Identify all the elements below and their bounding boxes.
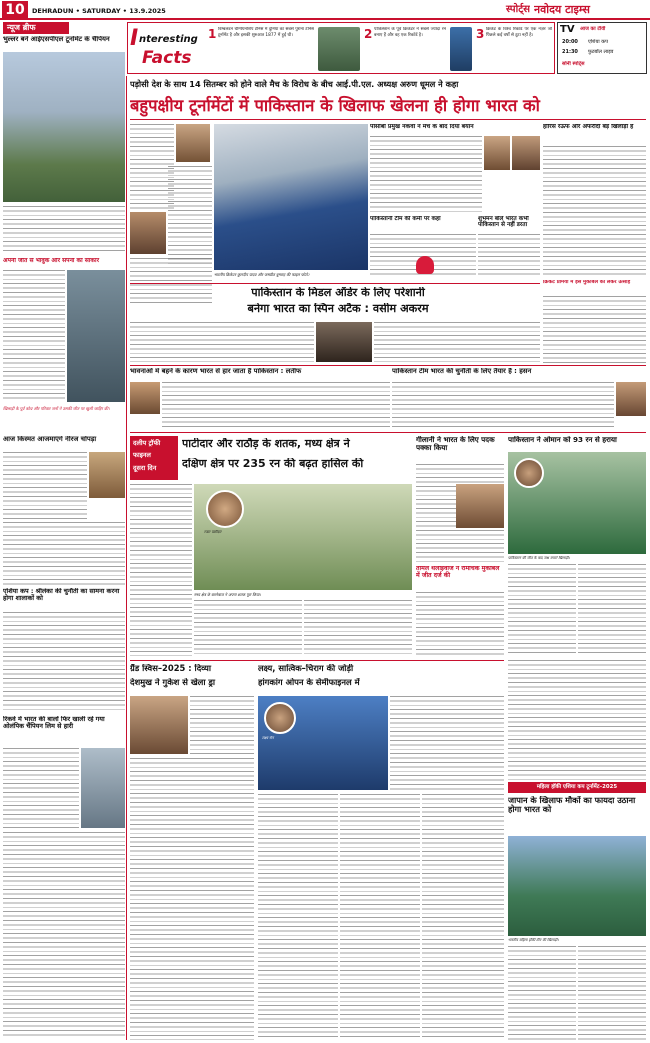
fact-photo-player [450, 27, 472, 71]
badminton-headline-2: हांगकांग ओपन के सेमीफाइनल में [258, 678, 360, 687]
column-divider [126, 76, 127, 1040]
duleep-tag-2: फाइनल [133, 451, 151, 459]
duleep-headline-1: पाटीदार और राठौड़ के शतक, मध्य क्षेत्र ने [182, 438, 350, 450]
news-brief-label: न्यूज ब्रीफ [3, 22, 69, 34]
tv-row-1-time: 20:00 [562, 39, 578, 45]
fact-1: विम्बलडन चैम्पियनशिप टेनिस में दुनिया का सबसे पुराना टेनिस टूर्नामेंट है और इसकी शुरुआत 1877 में हुई थी। [218, 27, 314, 38]
tv-box [557, 22, 647, 74]
fact-number-2: 2 [364, 27, 372, 41]
fact-number-3: 3 [476, 27, 484, 41]
patidar-inset [206, 490, 244, 528]
hockey-text-1 [508, 946, 576, 1040]
badminton-text-2 [258, 794, 338, 1040]
masthead [0, 0, 650, 20]
akram-photo [316, 322, 372, 362]
badminton-text-1 [390, 696, 504, 792]
lead-side-headline-3: शुभमन बोले भारत कभी पाकिस्तान से नहीं डरता [478, 216, 529, 229]
golfer-photo [3, 52, 125, 202]
lead-headline: बहुपक्षीय टूर्नामेंटों में पाकिस्तान के खिलाफ खेलना ही होगा भारत को [130, 96, 540, 115]
official-photo [130, 212, 166, 254]
tv-title: आज का टीवी [580, 26, 606, 32]
badminton-text-4 [422, 794, 504, 1040]
chess-top-rule [130, 660, 504, 661]
duleep-text-2 [194, 600, 302, 656]
akram-text-1 [130, 322, 314, 362]
tv-row-2-text: फुटबॉल लाइव [588, 49, 614, 55]
hockey-photo [508, 836, 646, 936]
latif-photo [130, 382, 160, 414]
hasan-photo [616, 382, 646, 416]
duleep-tag-1: दलीप ट्रॉफी [133, 439, 161, 447]
lakshya-inset [264, 702, 296, 734]
pak-oman-text-3 [508, 660, 646, 780]
gilani-headline: गीलानी ने भारत के लिए पदक पक्का किया [416, 436, 495, 452]
hasan-text [392, 382, 614, 430]
akram-headline-1: पाकिस्तान के मिडल ऑर्डर के लिए परेशानी [251, 287, 425, 299]
news-brief-column [3, 22, 125, 1040]
news-brief-text-1 [3, 206, 125, 254]
page-number: 10 [2, 1, 28, 19]
pak-oman-text-1 [508, 564, 576, 656]
news-brief-headline-3: आज किस्मत आजमाएंगे नीरज चोपड़ा [3, 436, 97, 443]
lead-right-text-2 [543, 296, 646, 364]
tv-label: TV [560, 24, 575, 35]
hockey-headline: जापान के खिलाफ मौकों का फायदा उठाना होगा भारत को [508, 796, 636, 814]
hockey-caption: भारतीय महिला हॉकी टीम की खिलाड़ी। [508, 938, 559, 942]
fact-3: क्रिकेट के विश्व रिकॉर्ड पर एक नज़र जो पिछले कई वर्षों से टूटा नहीं है। [486, 27, 552, 38]
pak-oman-inset [514, 458, 544, 488]
gilani-photo [456, 484, 504, 528]
facts-label-i: I [130, 26, 139, 51]
archer-photo [81, 748, 125, 828]
lead-underline [130, 119, 646, 120]
chess-headline-1: ग्रैंड स्विस–2025 : दिव्या [130, 664, 212, 673]
latif-headline: भावनाओं में बहने के कारण भारत से हार जाता है पाकिस्तान : लतीफ [130, 368, 302, 375]
tamil-thalaivas-text [416, 592, 504, 656]
news-brief-text-2 [3, 270, 65, 402]
lead-text-2 [168, 166, 212, 266]
lead-right-text-1 [543, 146, 646, 276]
training-photo [67, 270, 125, 402]
tv-row-1-text: एशिया कप [588, 39, 608, 45]
lead-right-headline-2: क्रिकेट प्रेमियों में इस मुकाबले को लेकर उत्साह [543, 280, 631, 285]
duleep-tag [130, 436, 178, 480]
chess-text-2 [130, 758, 254, 1040]
news-brief-text-7 [3, 832, 125, 1038]
top-strip: पड़ोसी देश के साथ 14 सितम्बर को होने वाले मैच के विरोध के बीच आई.पी.एल. अध्यक्ष अरुण धूमल ने कहा [130, 79, 459, 89]
tamil-thalaivas-headline: तमिल थलाइवाज ने रोमांचक मुकाबले में जीत दर्ज की [416, 566, 500, 579]
lead-photo [214, 124, 368, 270]
kings-logo [416, 256, 434, 274]
lakshya-inset-caption: लक्ष्य सेन [262, 736, 274, 740]
lead-side-text-3 [478, 234, 540, 276]
chess-headline-2: देशमुख ने गुकेश से खेला ड्रा [130, 678, 216, 687]
neeraj-photo [89, 452, 125, 498]
news-brief-headline-5: रिकर्व में भारत की बालों फिर खाली रहे गया ओलंपिक चैंपियन लिम से हारी [3, 716, 105, 730]
fact-2: पाकिस्तान के पूर्व क्रिकेटर ने सबसे ज्यादा रन बनाए हैं और वह एक रिकॉर्ड है। [374, 27, 446, 38]
chess-text-1 [190, 696, 254, 756]
tv-row-3-text: सोनी स्पोर्ट्स [562, 61, 585, 67]
duleep-headline-2: दक्षिण क्षेत्र पर 235 रन की बढ़त हासिल की [182, 458, 364, 470]
section-name: स्पोर्ट्स [506, 4, 530, 15]
akram-text-2 [374, 322, 540, 362]
dateline: DEHRADUN • SATURDAY • 13.9.2025 [32, 7, 166, 15]
lead-photo-caption: भारतीय क्रिकेटर कुलदीप यादव और जसप्रीत बुमराह की फाइल फोटो। [214, 272, 310, 277]
duleep-photo-caption: मध्य क्षेत्र के बल्लेबाज ने अपना शतक पूरा किया। [194, 592, 261, 597]
hockey-text-2 [578, 946, 646, 1040]
duleep-text-3 [304, 600, 412, 656]
naqvi-photo [484, 136, 510, 170]
akram-top-rule [130, 283, 540, 284]
fact-number-1: 1 [208, 27, 216, 41]
news-brief-headline-4: एशिया कप : श्रीलंका की चुनौती का सामना करना होगा शालाकों को [3, 588, 120, 602]
patidar-inset-caption: रजत पाटीदार [204, 530, 222, 534]
facts-box [127, 22, 555, 74]
badminton-headline-1: लक्ष्य, सात्विक–चिराग की जोड़ी [258, 664, 354, 673]
hasan-headline: पाकिस्तान टीम भारत की चुनौती के लिए तैयार है : हसन [392, 368, 532, 375]
latif-top-rule [130, 365, 646, 366]
news-brief-headline-1: भुल्लर बने आईएसपीएल टूर्नामेंट के चैंपियन [3, 36, 110, 43]
latif-text [162, 382, 390, 430]
fact-photo-cricketer [318, 27, 360, 71]
tv-row-2-time: 21:30 [562, 49, 578, 55]
news-brief-caption-1: खिलाड़ी के पूर्व कोच और परिवार जनों ने उसकी जीत पर खुशी जाहिर की। [3, 406, 110, 411]
chess-photo [130, 696, 188, 754]
news-brief-text-5 [3, 612, 125, 712]
news-brief-text-4 [3, 522, 125, 586]
brand-logo: नवोदय टाइम्स [534, 3, 590, 16]
hockey-strip: महिला हॉकी एशिया कप टूर्नामेंट–2025 [508, 782, 646, 793]
pak-oman-caption: पाकिस्तान की जीत के बाद जश्न मनाते खिलाड़ी। [508, 556, 570, 560]
pak-oman-headline: पाकिस्तान ने ओमान को 93 रन से हराया [508, 436, 617, 444]
duleep-tag-3: दूसरा दिन [133, 464, 157, 472]
pak-oman-text-2 [578, 564, 646, 656]
news-brief-text-3 [3, 452, 87, 522]
duleep-top-rule [130, 432, 646, 433]
player-photo-2 [512, 136, 540, 170]
facts-label [130, 26, 206, 72]
dhumal-photo [176, 124, 210, 162]
facts-label-facts: Facts [142, 48, 192, 68]
duleep-text-1 [130, 484, 192, 656]
akram-headline-2: बनेगा भारत का स्पिन अटैक : वसीम अकरम [247, 303, 429, 315]
facts-label-interesting: nteresting [139, 34, 198, 45]
lead-side-text-1 [370, 136, 482, 214]
lead-side-headline-2: पाकिस्तानी टीम की कमी पर कहा [370, 216, 441, 222]
lead-right-headline-1: हारिस रऊफ और अफरीदी बड़े खिलाड़ी हैं [543, 124, 634, 130]
news-brief-headline-2: अपनी जीत से भावुक और सपनों का साकार [3, 258, 100, 264]
badminton-text-3 [340, 794, 420, 1040]
lead-side-headline-1: पीसीबी प्रमुख नकवी ने मैच के बाद दिया बयान [370, 124, 474, 130]
news-brief-text-6 [3, 748, 79, 828]
